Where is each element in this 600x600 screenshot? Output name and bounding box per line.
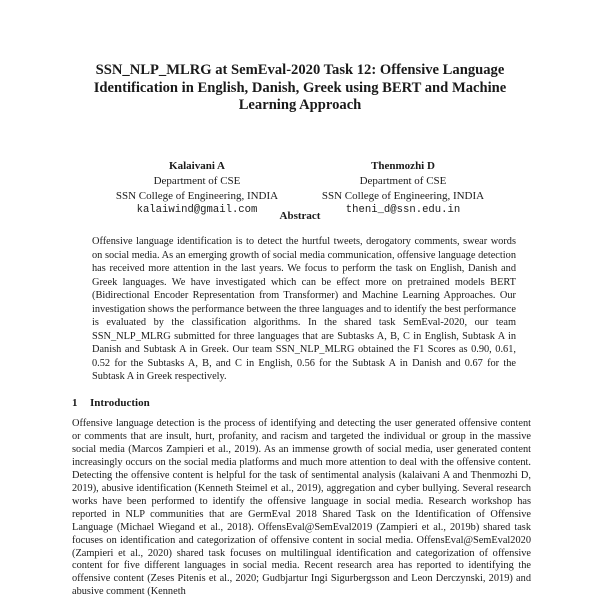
abstract-text: Offensive language identification is to detect the hurtful tweets, derogatory comments, swear words on social media. As an emerging growth of social media communication, offensive language detection has received more attention in the last years. We focus to perform the task on English, Danish and Greek languages. We have investigated which can be effect more on pretrained models BERT (Bidirectional Encoder Representation from Transformer) and Machine Learning Approaches. Our investigation shows the performance between the three languages and to identify the best performance is evaluated by the classification algorithms. In the shared task SemEval-2020, our team SSN_NLP_MLRG submitted for three languages that are Subtasks A, B, C in English, Subtask A in Danish and Subtask A in Greek. Our team SSN_NLP_MLRG obtained the F1 Scores as 0.90, 0.61, 0.52 for the Subtasks A, B, and C in English, 0.56 for the Subtask A in Danish and 0.67 for the Subtask A in Greek respectively. — [92, 236, 516, 382]
author-institution: SSN College of Engineering, INDIA — [321, 189, 485, 202]
section-heading — [72, 397, 150, 409]
author-institution: SSN College of Engineering, INDIA — [115, 189, 279, 202]
author-name: Thenmozhi D — [371, 160, 435, 172]
author-name: Kalaivani A — [169, 160, 225, 172]
section-number: 1 — [72, 397, 78, 409]
author-department: Department of CSE — [359, 174, 447, 187]
author-email: theni_d@ssn.edu.in — [345, 204, 461, 217]
author-email: kalaiwind@gmail.com — [136, 204, 258, 217]
author-department: Department of CSE — [153, 174, 241, 187]
abstract-heading: Abstract — [279, 210, 321, 222]
paper-title: SSN_NLP_MLRG at SemEval-2020 Task 12: Offensive Language Identification in English, Danish, Greek using BERT and Machine Learning Approach — [93, 62, 507, 113]
section-body-text: Offensive language detection is the process of identifying and detecting the user generated offensive content or comments that are insult, hurt, profanity, and racism and targeted the individual or group in the massive social media (Marcos Zampieri et al., 2019). As an immense growth of social media, user generated content increasingly occurs on the social media platforms and much more attention to deal with the offensive content. Detecting the offensive content is helpful for the task of sentimental analysis (kalaivani A and Thenmozhi D, 2019), abusive identification (Kenneth Steimel et al., 2019), aggregation and cyber bullying. Several research works have been performed to identify the offensive language in social media. Research workshop has reported in NLP communities that are GermEval 2018 Shared Task on the Identification of Offensive Language (Michael Wiegand et al., 2018). OffensEval@SemEval2019 (Zampieri et al., 2019b) shared task focuses on identification and categorization of offensive content in social media. OffensEval@SemEval2020 (Zampieri et al., 2020) shared task focuses on multilingual identification and categorization of offensive content for five different languages in social media. Recent research area has reported to identifying the offensive content (Zeses Pitenis et al., 2020; Gudbjartur Ingi Sigurbergsson and Leon Derczynski, 2019) and abusive comment (Kenneth — [72, 418, 531, 598]
section-title: Introduction — [90, 397, 150, 409]
